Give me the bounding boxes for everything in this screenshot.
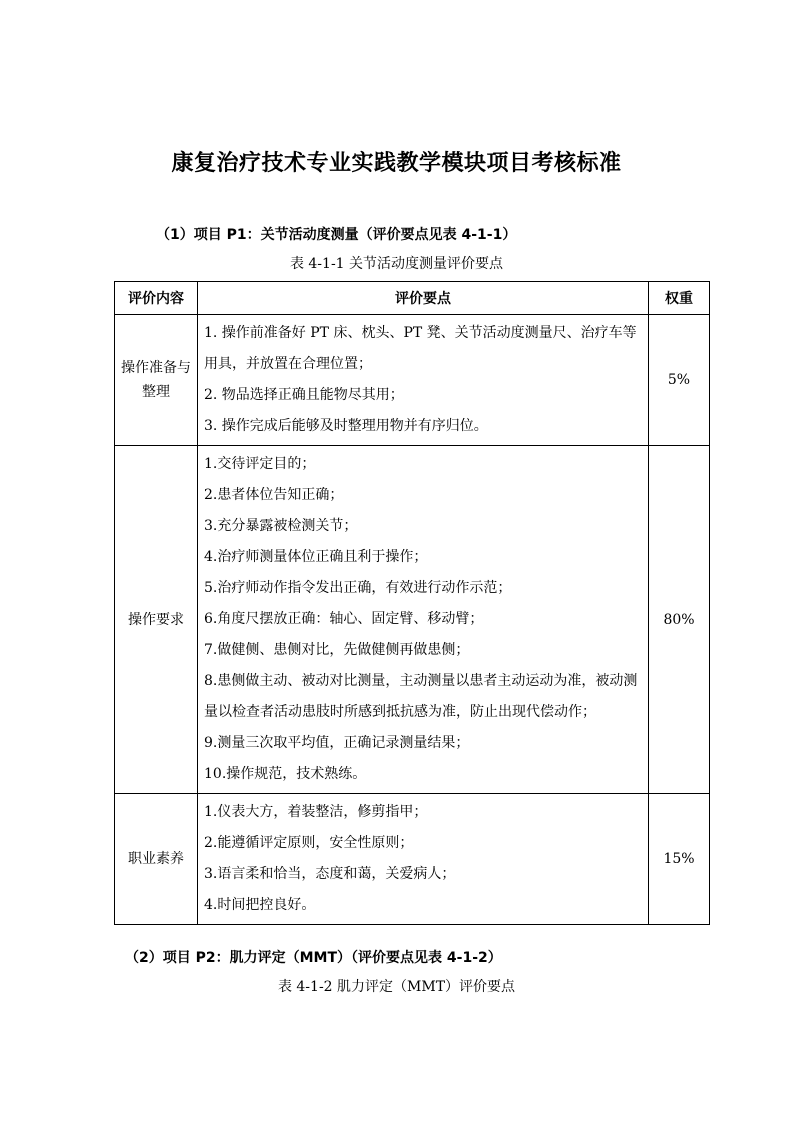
- header-evaluation-content: 评价内容: [115, 282, 198, 315]
- point-item: 7.做健侧、患侧对比，先做健侧再做患侧；: [204, 642, 470, 658]
- point-item: 8.患侧做主动、被动对比测量，主动测量以患者主动运动为准，被动测量以检查者活动患肢时所感到抵抗感为准，防止出现代偿动作；: [204, 673, 638, 720]
- point-item: 1.交待评定目的；: [204, 456, 316, 472]
- table-caption-4-1-1: 表 4-1-1 关节活动度测量评价要点: [289, 256, 504, 272]
- point-item: 6.角度尺摆放正确：轴心、固定臂、移动臂；: [204, 611, 484, 627]
- points-cell: [198, 794, 649, 925]
- points-cell: [198, 315, 649, 446]
- point-item: 2.患者体位告知正确；: [204, 487, 344, 503]
- header-evaluation-points: 评价要点: [198, 282, 649, 315]
- point-item: 9.测量三次取平均值，正确记录测量结果；: [204, 735, 470, 751]
- header-weight: 权重: [649, 282, 710, 315]
- page-title: 康复治疗技术专业实践教学模块项目考核标准: [171, 151, 622, 176]
- point-item: 5.治疗师动作指令发出正确，有效进行动作示范；: [204, 580, 512, 596]
- weight-cell: 80%: [649, 446, 710, 794]
- category-cell: 操作要求: [115, 446, 198, 794]
- table-row: [115, 446, 710, 794]
- point-item: 1. 操作前准备好 PT 床、枕头、PT 凳、关节活动度测量尺、治疗车等用具，并放置在合理位置；: [204, 325, 637, 372]
- table-row: [115, 794, 710, 925]
- evaluation-table: [114, 281, 710, 925]
- section-heading-p1: （1）项目 P1：关节活动度测量（评价要点见表 4-1-1）: [156, 227, 517, 243]
- points-cell: [198, 446, 649, 794]
- point-item: 2. 物品选择正确且能物尽其用；: [204, 387, 404, 403]
- point-item: 3. 操作完成后能够及时整理用物并有序归位。: [204, 418, 488, 434]
- point-item: 1.仪表大方，着装整洁，修剪指甲；: [204, 804, 428, 820]
- weight-cell: 15%: [649, 794, 710, 925]
- point-item: 4.治疗师测量体位正确且利于操作；: [204, 549, 428, 565]
- point-item: 4.时间把控良好。: [204, 897, 316, 913]
- point-item: 3.语言柔和恰当，态度和蔼，关爱病人；: [204, 866, 456, 882]
- category-cell: 操作准备与整理: [115, 315, 198, 446]
- table-row: [115, 315, 710, 446]
- table-header-row: [115, 282, 710, 315]
- point-item: 10.操作规范，技术熟练。: [204, 766, 367, 782]
- category-cell: 职业素养: [115, 794, 198, 925]
- point-item: 2.能遵循评定原则，安全性原则；: [204, 835, 414, 851]
- point-item: 3.充分暴露被检测关节；: [204, 518, 358, 534]
- table-caption-4-1-2: 表 4-1-2 肌力评定（MMT）评价要点: [277, 979, 516, 995]
- section-heading-p2: （2）项目 P2：肌力评定（MMT）（评价要点见表 4-1-2）: [125, 950, 502, 966]
- weight-cell: 5%: [649, 315, 710, 446]
